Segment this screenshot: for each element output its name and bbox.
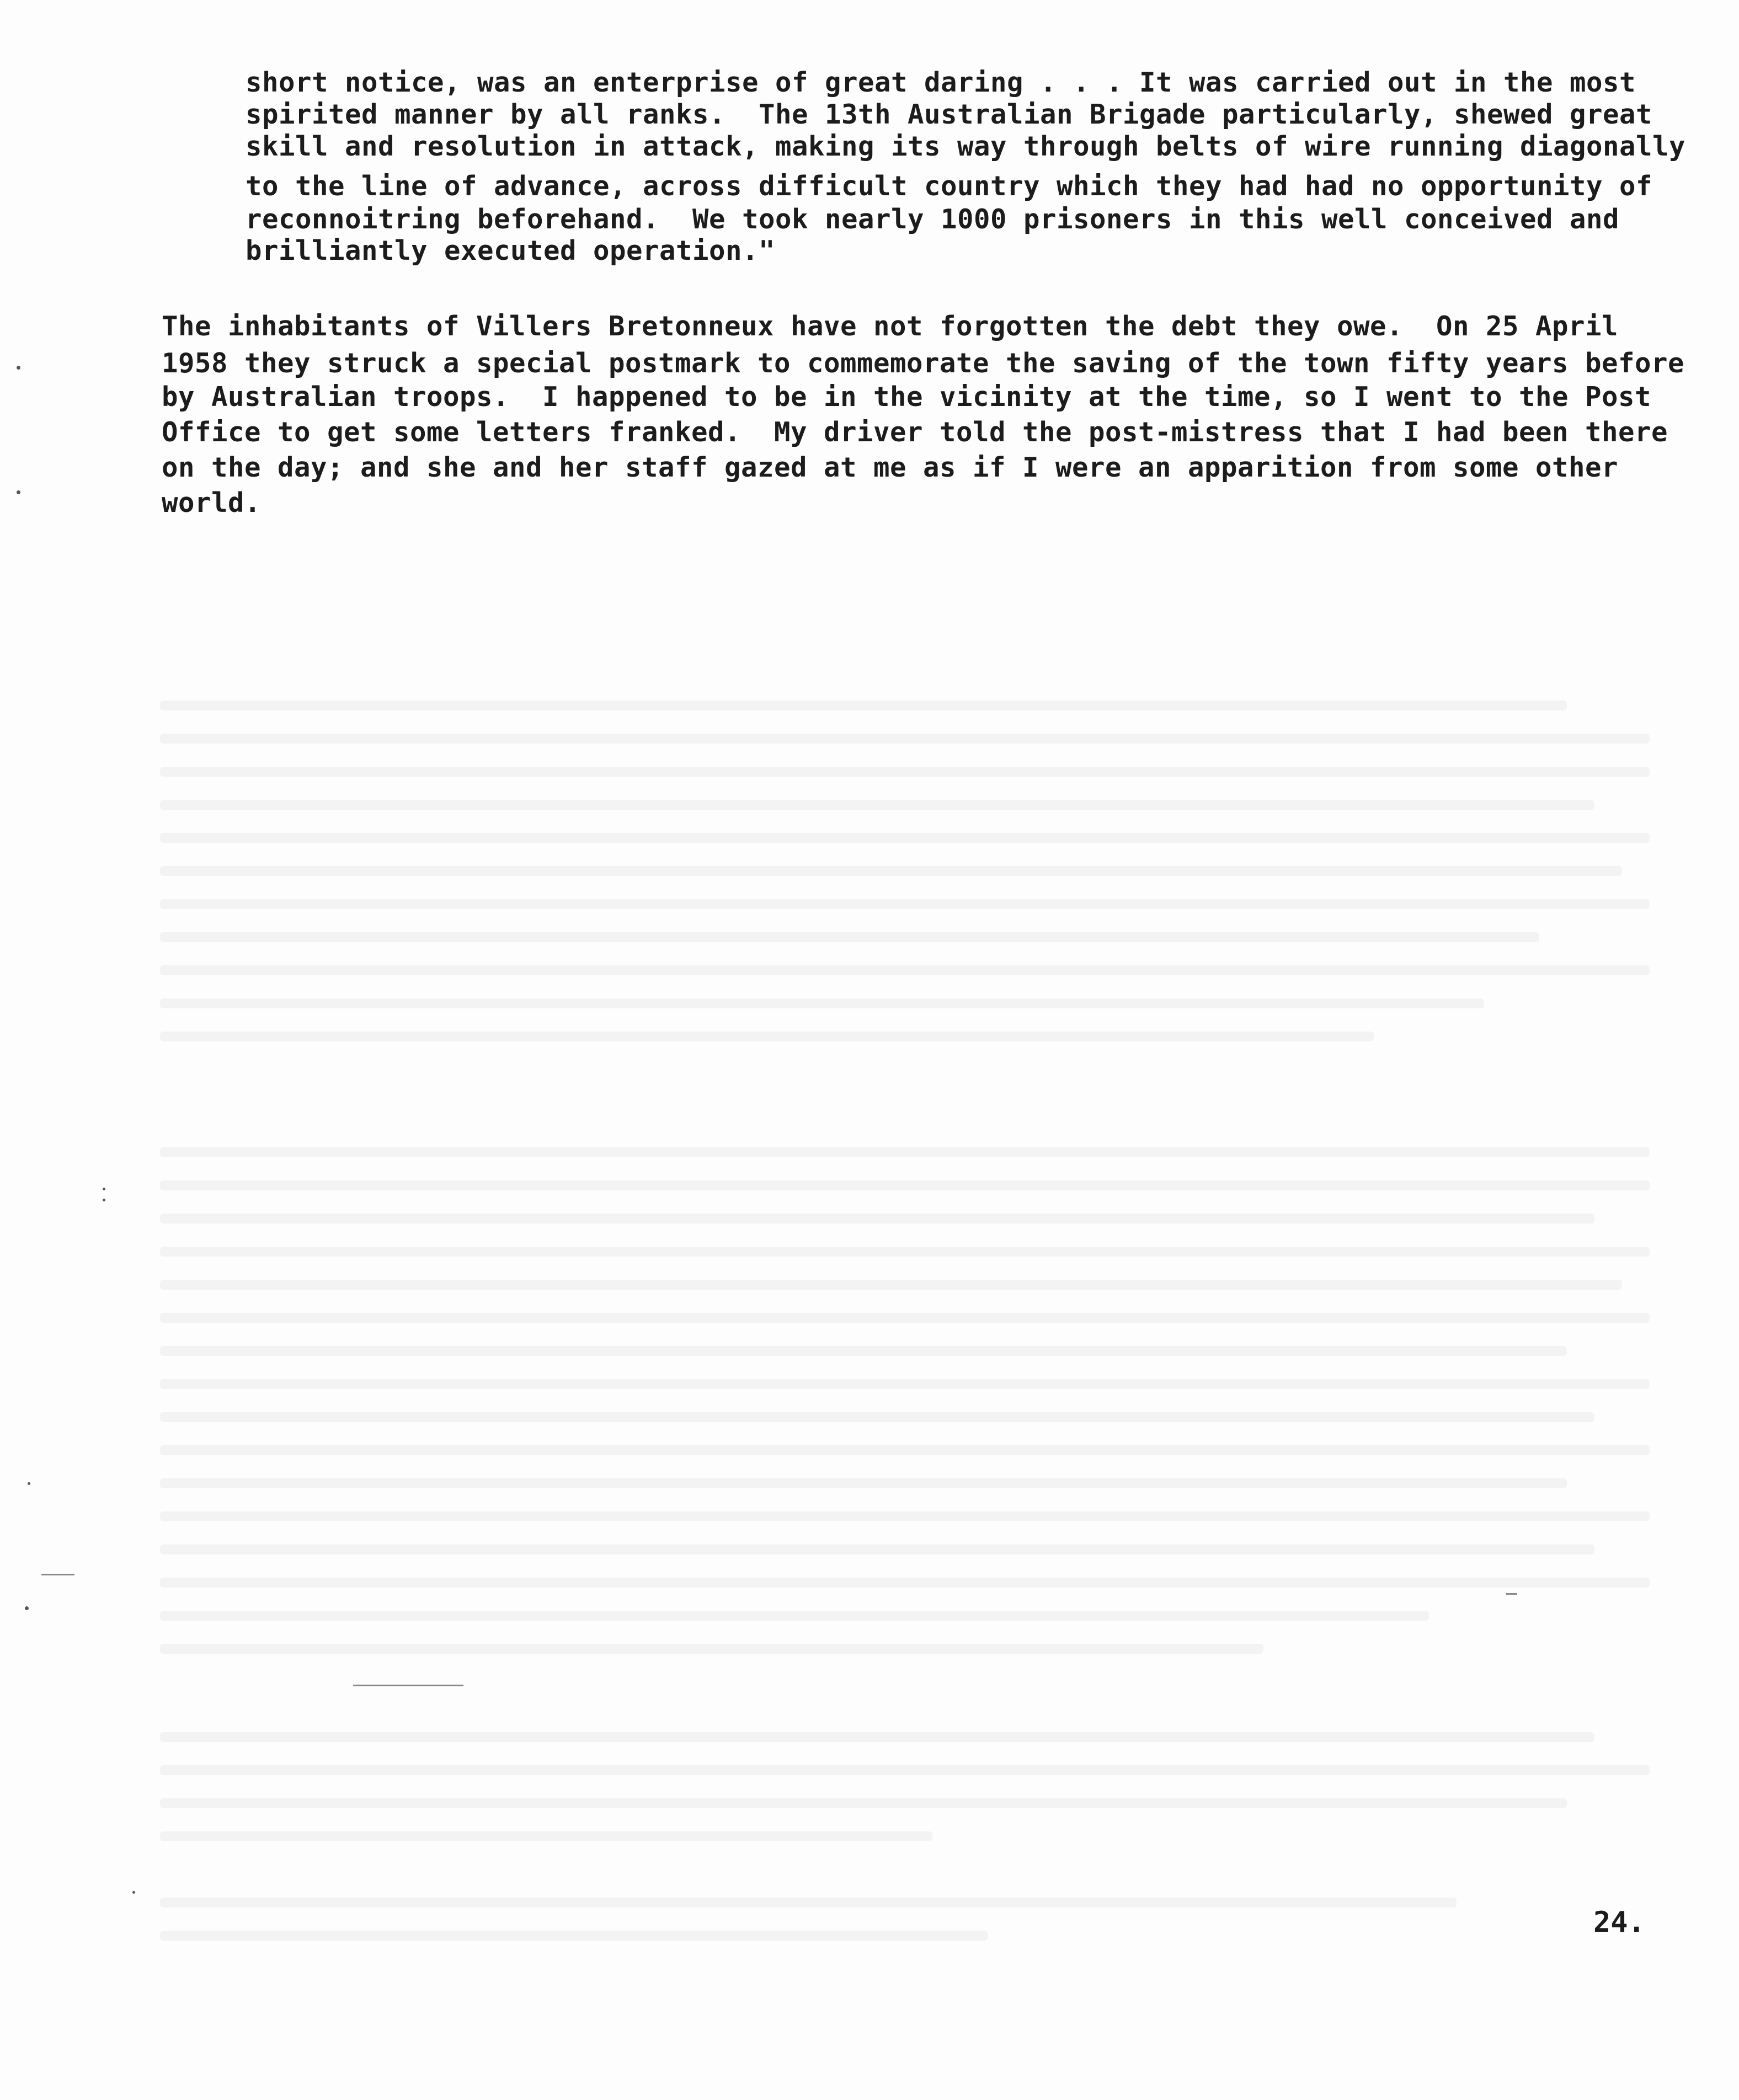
bleed-through-mark: [160, 701, 1567, 710]
bleed-through-mark: [160, 1545, 1594, 1554]
paragraph-line: on the day; and she and her staff gazed at me as if I were an apparition from some other: [162, 452, 1619, 483]
scan-mark: [41, 1574, 74, 1575]
quote-line: skill and resolution in attack, making its way through belts of wire running diagonally: [246, 131, 1686, 162]
paragraph-line: Office to get some letters franked. My driver told the post-mistress that I had been there: [162, 416, 1668, 448]
bleed-through-mark: [160, 1478, 1567, 1488]
bleed-through-mark: [160, 1346, 1567, 1356]
bleed-through-mark: [160, 1765, 1650, 1775]
quote-line: reconnoitring beforehand. We took nearly 1000 prisoners in this well conceived and: [246, 204, 1620, 235]
bleed-through-mark: [160, 866, 1622, 876]
bleed-through-mark: [160, 899, 1650, 909]
bleed-through-mark: [160, 1578, 1650, 1588]
bleed-through-mark: [160, 1732, 1594, 1742]
page-number: 24.: [1593, 1906, 1645, 1939]
scan-speck: [17, 366, 20, 370]
bleed-through-mark: [160, 1147, 1650, 1157]
bleed-through-mark: [160, 1798, 1567, 1808]
scan-mark: [1506, 1593, 1517, 1595]
bleed-through-mark: [160, 767, 1650, 777]
bleed-through-mark: [160, 1180, 1650, 1190]
bleed-through-mark: [160, 1247, 1650, 1257]
bleed-through-mark: [160, 734, 1650, 744]
scan-speck: [103, 1199, 105, 1201]
bleed-through-mark: [160, 1214, 1594, 1223]
paragraph-line: 1958 they struck a special postmark to commemorate the saving of the town fifty years before: [162, 348, 1685, 379]
bleed-through-mark: [160, 1313, 1650, 1323]
bleed-through-mark: [160, 998, 1484, 1008]
quote-line: spirited manner by all ranks. The 13th Australian Brigade particularly, shewed great: [246, 99, 1653, 130]
bleed-through-mark: [160, 1379, 1650, 1389]
scan-speck: [17, 490, 20, 494]
scan-speck: [132, 1891, 135, 1894]
bleed-through-mark: [160, 1644, 1263, 1654]
paragraph-line: The inhabitants of Villers Bretonneux have not forgotten the debt they owe. On 25 April: [162, 311, 1619, 342]
bleed-through-mark: [160, 833, 1650, 843]
bleed-through-mark: [160, 1032, 1374, 1041]
bleed-through-mark: [160, 1280, 1622, 1290]
bleed-through-mark: [160, 965, 1650, 975]
bleed-through-mark: [160, 1898, 1457, 1907]
quote-line: brilliantly executed operation.": [246, 235, 776, 266]
scan-mark: [353, 1685, 463, 1686]
bleed-through-mark: [160, 1931, 988, 1941]
scan-speck: [28, 1482, 30, 1485]
scan-speck: [25, 1606, 29, 1610]
bleed-through-mark: [160, 1412, 1594, 1422]
bleed-through-mark: [160, 932, 1539, 942]
scan-speck: [103, 1188, 105, 1190]
quote-line: to the line of advance, across difficult country which they had had no opportunity of: [246, 170, 1653, 202]
bleed-through-mark: [160, 1611, 1429, 1621]
paragraph-line: by Australian troops. I happened to be in the vicinity at the time, so I went to the Post: [162, 381, 1652, 413]
bleed-through-mark: [160, 800, 1594, 810]
bleed-through-mark: [160, 1831, 932, 1841]
bleed-through-mark: [160, 1511, 1650, 1521]
bleed-through-mark: [160, 1445, 1650, 1455]
paragraph-line: world.: [162, 487, 262, 519]
quote-line: short notice, was an enterprise of great daring . . . It was carried out in the most: [246, 67, 1636, 98]
